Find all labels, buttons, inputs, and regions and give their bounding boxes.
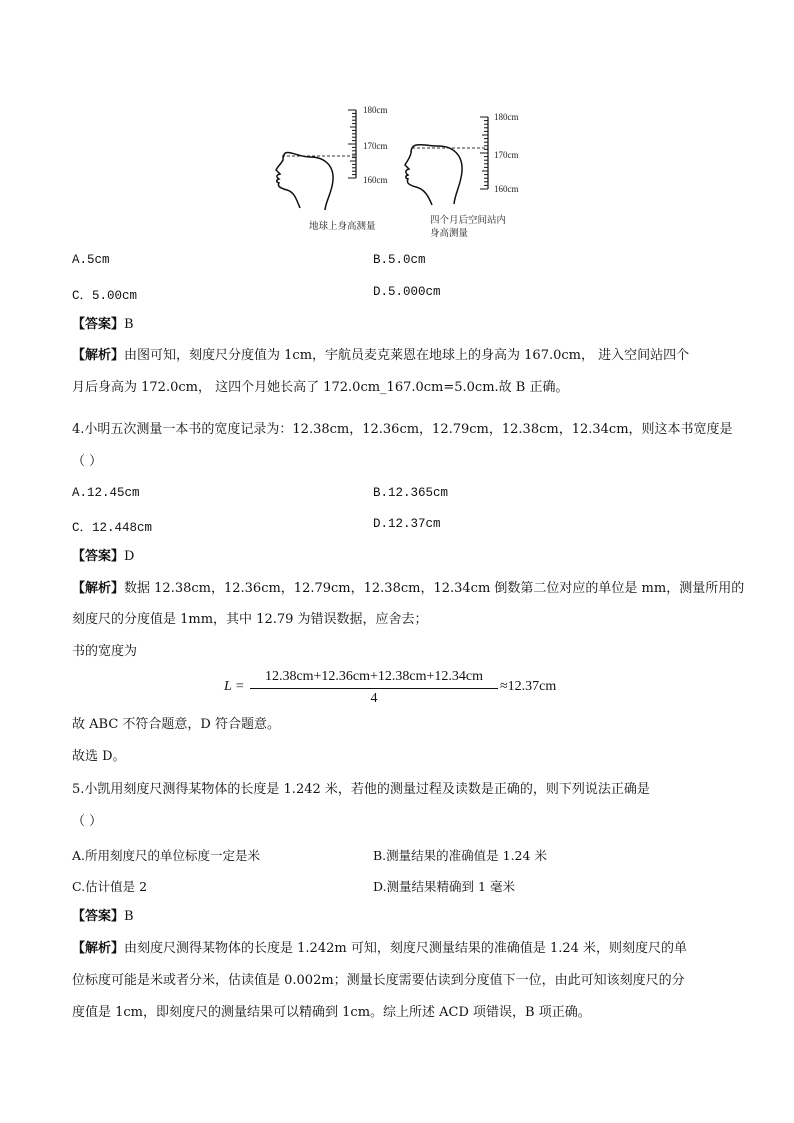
left-ruler-label-160: 160cm	[363, 175, 388, 185]
q3-analysis-text-1: 由图可知，刻度尺分度值为 1cm，宇航员麦克莱恩在地球上的身高为 167.0cm， 进入空间站四个	[124, 348, 690, 363]
q3-answer-tag: 【答案】	[72, 317, 125, 332]
q5-answer-value: B	[124, 909, 134, 924]
q5-answer-tag: 【答案】	[72, 909, 125, 924]
q5-analysis-text-1: 由刻度尺测得某物体的长度是 1.242m 可知，刻度尺测量结果的准确值是 1.24 米，则刻度尺的单	[124, 941, 688, 956]
q4-option-d: D.12.37cm	[373, 517, 441, 531]
q4-option-a: A.12.45cm	[72, 486, 140, 500]
q3-option-c: C．5.00cm	[72, 289, 138, 303]
q4-analysis-line-5: 故选 D。	[72, 749, 126, 764]
q4-analysis-line-2: 刻度尺的分度值是 1mm，其中 12.79 为错误数据，应舍去；	[72, 612, 428, 627]
height-measurement-figure	[0, 0, 794, 250]
q4-analysis-text-1: 数据 12.38cm，12.36cm，12.79cm，12.38cm，12.34cm 倒数第二位对应的单位是 mm，测量所用的	[124, 581, 745, 596]
left-ruler-label-170: 170cm	[363, 141, 388, 151]
q4-analysis-line-4: 故 ABC 不符合题意，D 符合题意。	[72, 717, 280, 732]
q5-analysis-tag: 【解析】	[72, 941, 125, 956]
caption-space-2: 身高测量	[430, 228, 469, 239]
q5-analysis-line-1	[72, 940, 687, 958]
q5-option-d: D.测量结果精确到 1 毫米	[373, 879, 515, 894]
q5-question-line-2: （ ）	[72, 814, 103, 829]
left-ruler-label-180: 180cm	[363, 105, 388, 115]
q3-analysis-line-2: 月后身高为 172.0cm， 这四个月她长高了 172.0cm_167.0cm=5.0cm.故 B 正确。	[72, 380, 569, 395]
q3-answer-value: B	[124, 317, 134, 332]
formula-numerator: 12.38cm+12.36cm+12.38cm+12.34cm	[264, 669, 484, 684]
q4-answer-value: D	[124, 549, 135, 564]
right-ruler-label-160: 160cm	[494, 184, 519, 194]
q3-analysis-line-1	[72, 347, 689, 365]
q5-analysis-line-3: 度值是 1cm，即刻度尺的测量结果可以精确到 1cm。综上所述 ACD 项错误，B 项正确。	[72, 1005, 591, 1020]
q4-option-c: C．12.448cm	[72, 521, 153, 535]
formula-rhs: ≈12.37cm	[500, 679, 557, 694]
q4-question-line-2: （ ）	[72, 454, 103, 469]
q4-option-b: B.12.365cm	[373, 486, 449, 500]
q5-answer	[72, 908, 134, 926]
q5-analysis-line-2: 位标度可能是米或者分米，估读值是 0.002m；测量长度需要估读到分度值下一位，由此可知该刻度尺的分	[72, 973, 685, 988]
formula-fraction-bar	[250, 688, 498, 689]
q3-option-d: D.5.000cm	[373, 285, 441, 299]
right-head-icon	[405, 145, 462, 205]
q4-analysis-tag: 【解析】	[72, 581, 125, 596]
q5-question-line-1: 5.小凯用刻度尺测得某物体的长度是 1.242 米，若他的测量过程及读数是正确的，则下列说法正确是	[72, 782, 650, 797]
q3-answer	[72, 316, 134, 334]
q5-option-a: A.所用刻度尺的单位标度一定是米	[72, 848, 261, 863]
caption-space-1: 四个月后空间站内	[430, 215, 507, 226]
left-ruler	[348, 105, 388, 185]
q5-option-b: B.测量结果的准确值是 1.24 米	[373, 848, 547, 863]
formula-denominator: 4	[370, 691, 378, 706]
q3-analysis-tag: 【解析】	[72, 348, 125, 363]
q4-analysis-line-3: 书的宽度为	[72, 644, 138, 659]
q4-question-line-1: 4.小明五次测量一本书的宽度记录为：12.38cm，12.36cm，12.79cm，12.38cm，12.34cm，则这本书宽度是	[72, 422, 733, 437]
q4-answer-tag: 【答案】	[72, 549, 125, 564]
left-head-icon	[276, 152, 333, 210]
caption-earth: 地球上身高测量	[309, 221, 376, 232]
right-ruler-label-170: 170cm	[494, 150, 519, 160]
q5-option-c: C.估计值是 2	[72, 879, 148, 894]
formula-lhs: L =	[224, 679, 245, 694]
q3-option-b: B.5.0cm	[373, 253, 426, 267]
q3-option-a: A.5cm	[72, 253, 110, 267]
right-ruler	[480, 112, 519, 194]
q4-answer	[72, 548, 134, 566]
right-ruler-label-180: 180cm	[494, 112, 519, 122]
q4-analysis-line-1	[72, 580, 744, 598]
